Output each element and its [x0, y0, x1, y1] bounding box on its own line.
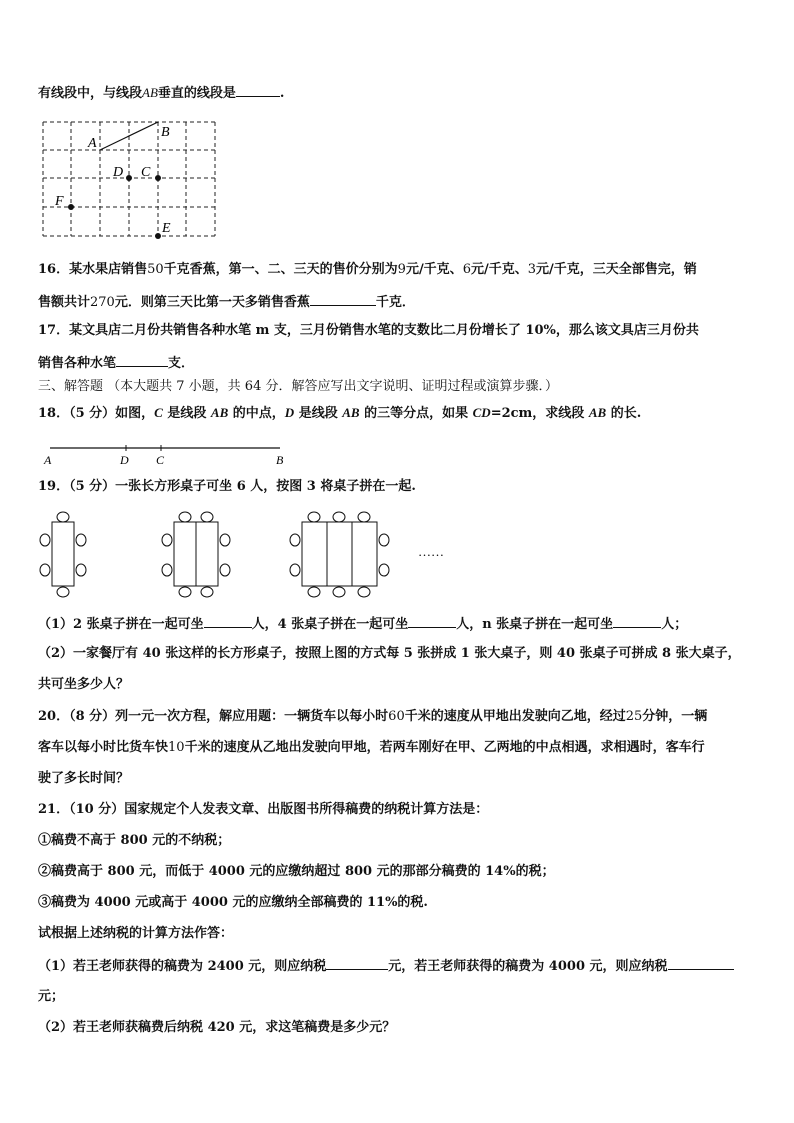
point-d: [126, 175, 132, 181]
q21-part2: （2）若王老师获稿费后纳税 420 元，求这笔稿费是多少元？: [38, 1020, 396, 1035]
chair: [220, 534, 230, 546]
answer-blank[interactable]: [236, 83, 280, 97]
chair: [308, 512, 320, 522]
chair: [379, 534, 389, 546]
chair: [40, 534, 50, 546]
chair: [76, 564, 86, 576]
table-rect: [196, 522, 218, 586]
section-title: 三、解答题 （本大题共 7 小题，共 64 分．解答应写出文字说明、证明过程或演算步骤．）: [38, 379, 558, 394]
chair: [179, 587, 191, 597]
label-b: B: [161, 125, 170, 140]
chair: [76, 534, 86, 546]
q17-line1: 17．某文具店二月份共销售各种水笔 m 支，三月份销售水笔的支数比二月份增长了 10%，那么该文具店三月份共: [38, 323, 699, 338]
q15-text: 有线段中，与线段AB垂直的线段是 .: [38, 85, 285, 101]
point-f: [68, 204, 74, 210]
chair: [220, 564, 230, 576]
table-rect: [327, 522, 352, 586]
seg-label-a: A: [44, 453, 52, 467]
answer-blank[interactable]: [668, 956, 734, 970]
q16-line2: 售额共计270元．则第三天比第一天多销售香蕉 千克．: [38, 292, 415, 312]
table-rect: [52, 522, 74, 586]
q21-part1-end: 元；: [38, 989, 65, 1004]
chair: [290, 564, 300, 576]
q21-rule3: ③稿费为 4000 元或高于 4000 元的应缴纳全部稿费的 11%的税.: [38, 895, 428, 910]
chair: [201, 512, 213, 522]
table-rect: [302, 522, 327, 586]
label-d: D: [113, 165, 124, 180]
q19-part2-line1: （2）一家餐厅有 40 张这样的长方形桌子，按照上图的方式每 5 张拼成 1 张大桌子，则 40 张桌子可拼成 8 张大桌子，: [38, 646, 741, 661]
segment-figure: [38, 440, 298, 468]
q21-part1: （1）若王老师获得的稿费为 2400 元，则应纳税 元，若王老师获得的稿费为 4000 元，则应纳税: [38, 956, 734, 976]
answer-blank[interactable]: [326, 956, 388, 970]
chair: [179, 512, 191, 522]
answer-blank[interactable]: [204, 614, 252, 628]
chair: [40, 564, 50, 576]
table-rect: [352, 522, 377, 586]
seg-label-b: B: [276, 453, 284, 467]
q21-rule2: ②稿费高于 800 元，而低于 4000 元的应缴纳超过 800 元的那部分稿费的 14%的税；: [38, 864, 555, 879]
table-rect: [174, 522, 196, 586]
q16-line1: 16．某水果店销售50千克香蕉，第一、二、三天的售价分别为9元/千克、6元/千克、3元/千克，三天全部售完，销: [38, 262, 697, 277]
ellipsis: ……: [418, 544, 444, 559]
label-c: C: [141, 165, 151, 180]
q20-line1: 20．（8 分）列一元一次方程，解应用题：一辆货车以每小时60千米的速度从甲地出发驶向乙地，经过25分钟，一辆: [38, 709, 708, 724]
q21-rule1: ①稿费不高于 800 元的不纳税；: [38, 833, 231, 848]
chair: [379, 564, 389, 576]
chair: [308, 587, 320, 597]
point-c: [155, 175, 161, 181]
q18-text: 18．（5 分）如图，C 是线段 AB 的中点，D 是线段 AB 的三等分点，如果 CD=2cm，求线段 AB 的长.: [38, 405, 642, 421]
chair: [358, 587, 370, 597]
label-e: E: [162, 221, 171, 236]
q19-part1: （1）2 张桌子拼在一起可坐 人，4 张桌子拼在一起可坐 人，n 张桌子拼在一起可坐 人；: [38, 614, 687, 634]
chair: [358, 512, 370, 522]
grid-figure: [38, 114, 223, 244]
seg-label-c: C: [156, 453, 165, 467]
chair: [57, 512, 69, 522]
q17-line2: 销售各种水笔 支．: [38, 353, 194, 373]
chair: [162, 564, 172, 576]
chair: [162, 534, 172, 546]
q21-ask: 试根据上述纳税的计算方法作答：: [38, 926, 234, 941]
tables-figure: [38, 510, 444, 605]
answer-blank[interactable]: [310, 292, 376, 306]
chair: [333, 512, 345, 522]
q19-intro: 19．（5 分）一张长方形桌子可坐 6 人，按图 3 将桌子拼在一起.: [38, 479, 416, 494]
q20-line2: 客车以每小时比货车快10千米的速度从乙地出发驶向甲地，若两车刚好在甲、乙两地的中点相遇，求相遇时，客车行: [38, 740, 705, 755]
q21-intro: 21．（10 分）国家规定个人发表文章、出版图书所得稿费的纳税计算方法是：: [38, 802, 489, 817]
chair: [290, 534, 300, 546]
answer-blank[interactable]: [116, 353, 168, 367]
chair: [333, 587, 345, 597]
q20-line3: 驶了多长时间？: [38, 771, 130, 786]
seg-label-d: D: [120, 453, 129, 467]
answer-blank[interactable]: [408, 614, 456, 628]
label-a: A: [88, 136, 97, 151]
q19-part2-line2: 共可坐多少人？: [38, 677, 130, 692]
label-f: F: [55, 194, 64, 209]
point-e: [155, 233, 161, 239]
chair: [201, 587, 213, 597]
chair: [57, 587, 69, 597]
answer-blank[interactable]: [613, 614, 661, 628]
